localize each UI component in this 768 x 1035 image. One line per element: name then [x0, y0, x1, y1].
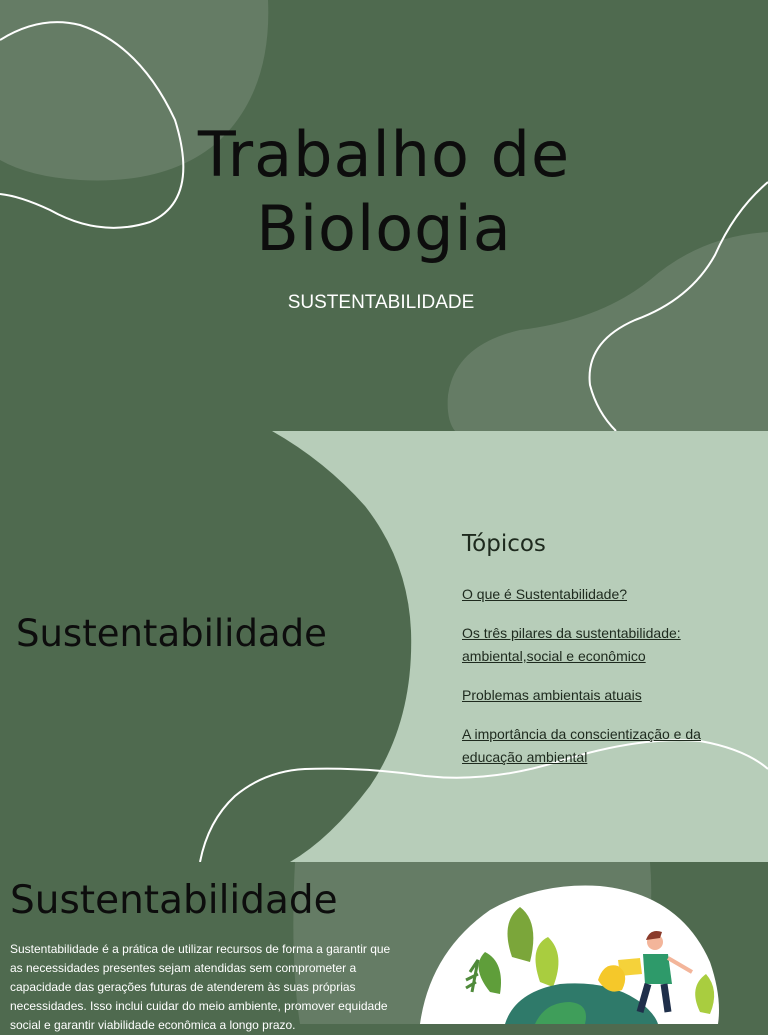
person-body [643, 954, 672, 984]
title-line-2: Biologia [256, 192, 512, 265]
topics-list [462, 583, 752, 785]
topic-link-4[interactable]: A importância da conscientização e da educação ambiental [462, 726, 701, 765]
topics-title: Tópicos [462, 531, 546, 557]
slide3-heading: Sustentabilidade [10, 878, 338, 923]
slide-definition [0, 862, 768, 1032]
title-line-1: Trabalho de [197, 118, 571, 191]
presentation-subtitle: SUSTENTABILIDADE [287, 292, 475, 313]
topic-link-1[interactable]: O que é Sustentabilidade? [462, 586, 628, 602]
topic-link-3[interactable]: Problemas ambientais atuais [462, 687, 642, 703]
slide-topics [0, 431, 768, 862]
slide-title [0, 0, 768, 431]
slide2-heading: Sustentabilidade [16, 612, 327, 655]
definition-paragraph: Sustentabilidade é a prática de utilizar recursos de forma a garantir que as necessidades presentes sejam atendidas sem comprometer a capacidade das gerações futuras de atenderem às suas próprias necessidades. Isso inclui cuidar do meio ambiente, promover equidade social e garantir viabilidade econômica a longo prazo. [10, 942, 391, 1032]
topic-link-2[interactable]: Os três pilares da sustentabilidade: ambiental,social e econômico [462, 625, 681, 664]
presentation-title [0, 118, 768, 266]
